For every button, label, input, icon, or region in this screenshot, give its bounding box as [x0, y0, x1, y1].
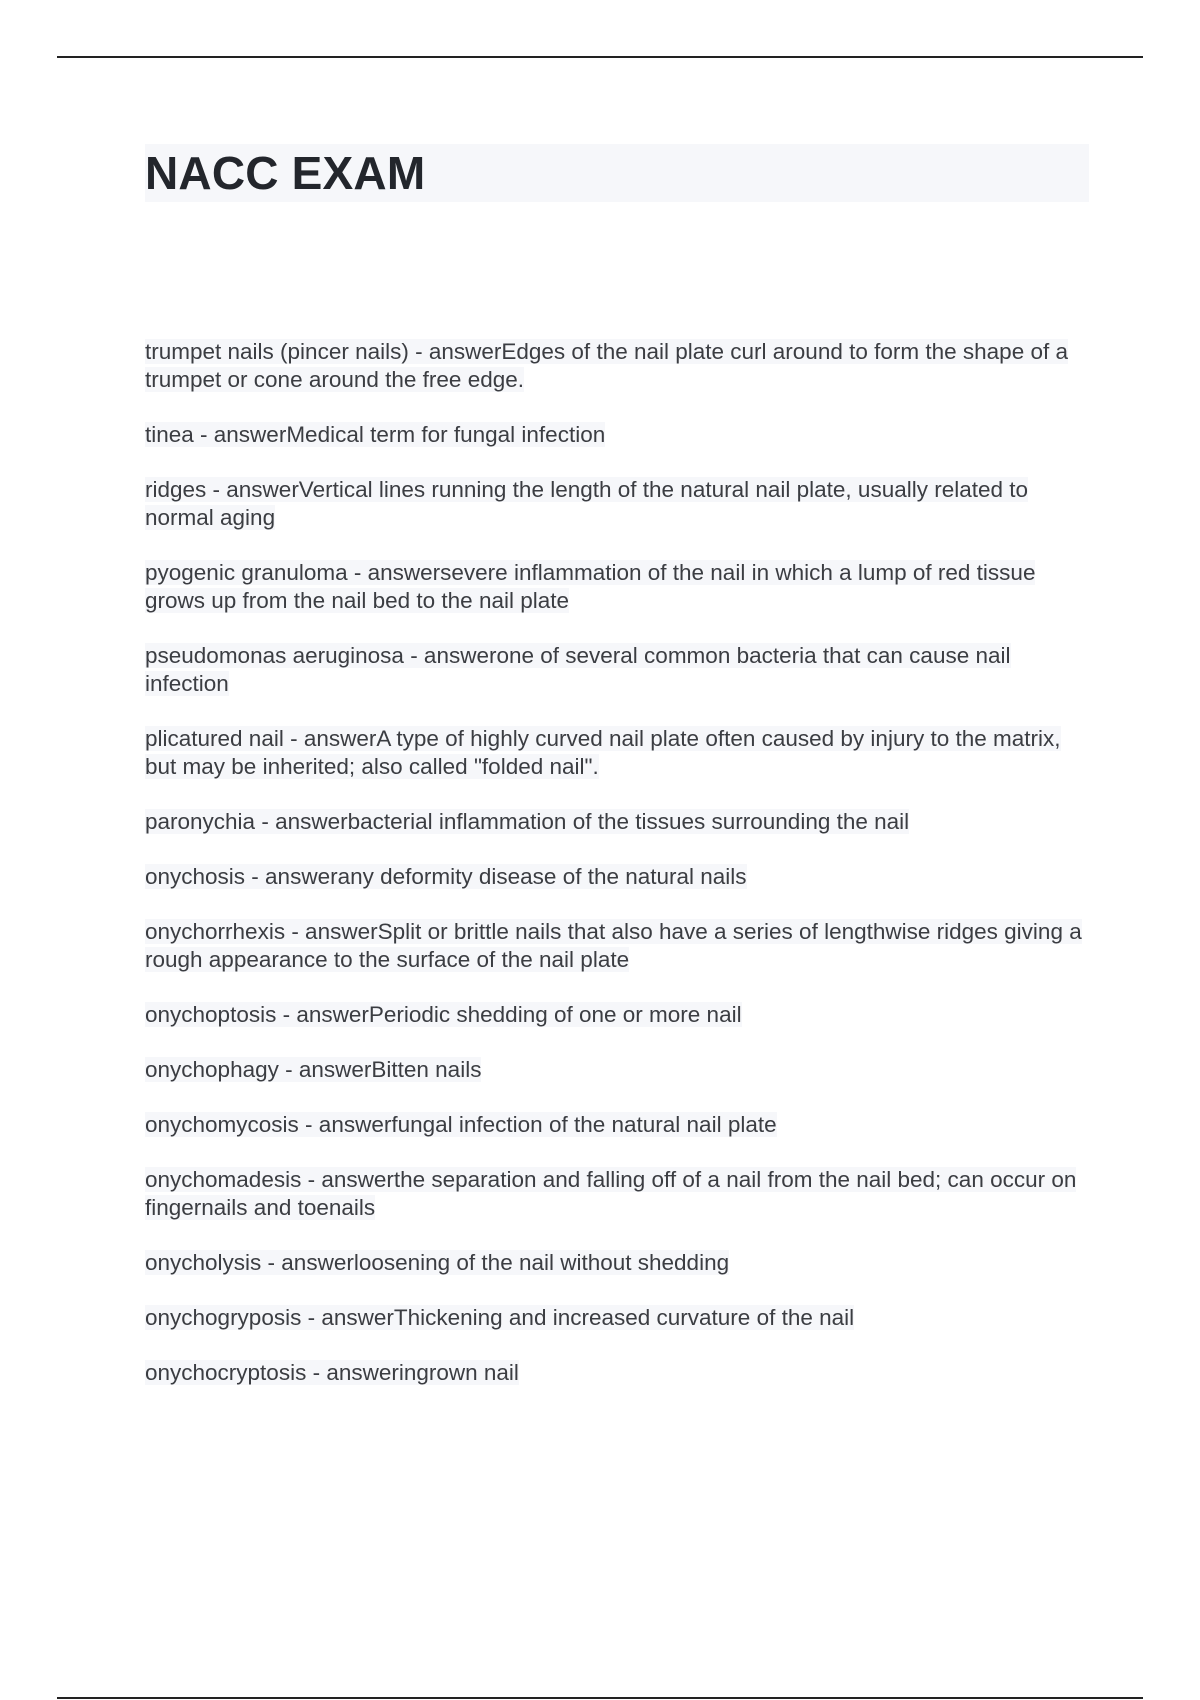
list-item: [145, 1359, 1089, 1387]
list-item: [145, 1056, 1089, 1084]
flashcard-list: [145, 338, 1089, 1387]
list-item: [145, 642, 1089, 698]
entry-text: onychorrhexis - answerSplit or brittle nails that also have a series of lengthwise ridges giving a rough appearance to the surface of the nail plate: [145, 919, 1082, 972]
entry-text: onychosis - answerany deformity disease of the natural nails: [145, 864, 747, 889]
entry-text: plicatured nail - answerA type of highly curved nail plate often caused by injury to the matrix, but may be inherited; also called "folded nail".: [145, 726, 1061, 779]
entry-text: onychocryptosis - answeringrown nail: [145, 1360, 519, 1385]
list-item: [145, 338, 1089, 394]
entry-text: onychogryposis - answerThickening and increased curvature of the nail: [145, 1305, 855, 1330]
page-title: NACC EXAM: [145, 147, 426, 199]
list-item: [145, 1166, 1089, 1222]
entry-text: ridges - answerVertical lines running the length of the natural nail plate, usually related to normal aging: [145, 477, 1029, 530]
list-item: [145, 559, 1089, 615]
list-item: [145, 1001, 1089, 1029]
list-item: [145, 476, 1089, 532]
bottom-rule: [57, 1697, 1143, 1699]
list-item: [145, 725, 1089, 781]
entry-text: pyogenic granuloma - answersevere inflammation of the nail in which a lump of red tissue grows up from the nail bed to the nail plate: [145, 560, 1036, 613]
entry-text: tinea - answerMedical term for fungal infection: [145, 422, 606, 447]
entry-text: onychoptosis - answerPeriodic shedding of one or more nail: [145, 1002, 742, 1027]
list-item: [145, 1249, 1089, 1277]
entry-text: onychophagy - answerBitten nails: [145, 1057, 482, 1082]
list-item: [145, 918, 1089, 974]
entry-text: pseudomonas aeruginosa - answerone of several common bacteria that can cause nail infection: [145, 643, 1011, 696]
entry-text: paronychia - answerbacterial inflammation of the tissues surrounding the nail: [145, 809, 910, 834]
top-rule: [57, 56, 1143, 58]
list-item: [145, 863, 1089, 891]
entry-text: onycholysis - answerloosening of the nail without shedding: [145, 1250, 730, 1275]
list-item: [145, 1304, 1089, 1332]
entry-text: onychomadesis - answerthe separation and falling off of a nail from the nail bed; can occur on fingernails and toenails: [145, 1167, 1077, 1220]
list-item: [145, 1111, 1089, 1139]
entry-text: trumpet nails (pincer nails) - answerEdges of the nail plate curl around to form the shape of a trumpet or cone around the free edge.: [145, 339, 1068, 392]
list-item: [145, 421, 1089, 449]
entry-text: onychomycosis - answerfungal infection of the natural nail plate: [145, 1112, 777, 1137]
list-item: [145, 808, 1089, 836]
